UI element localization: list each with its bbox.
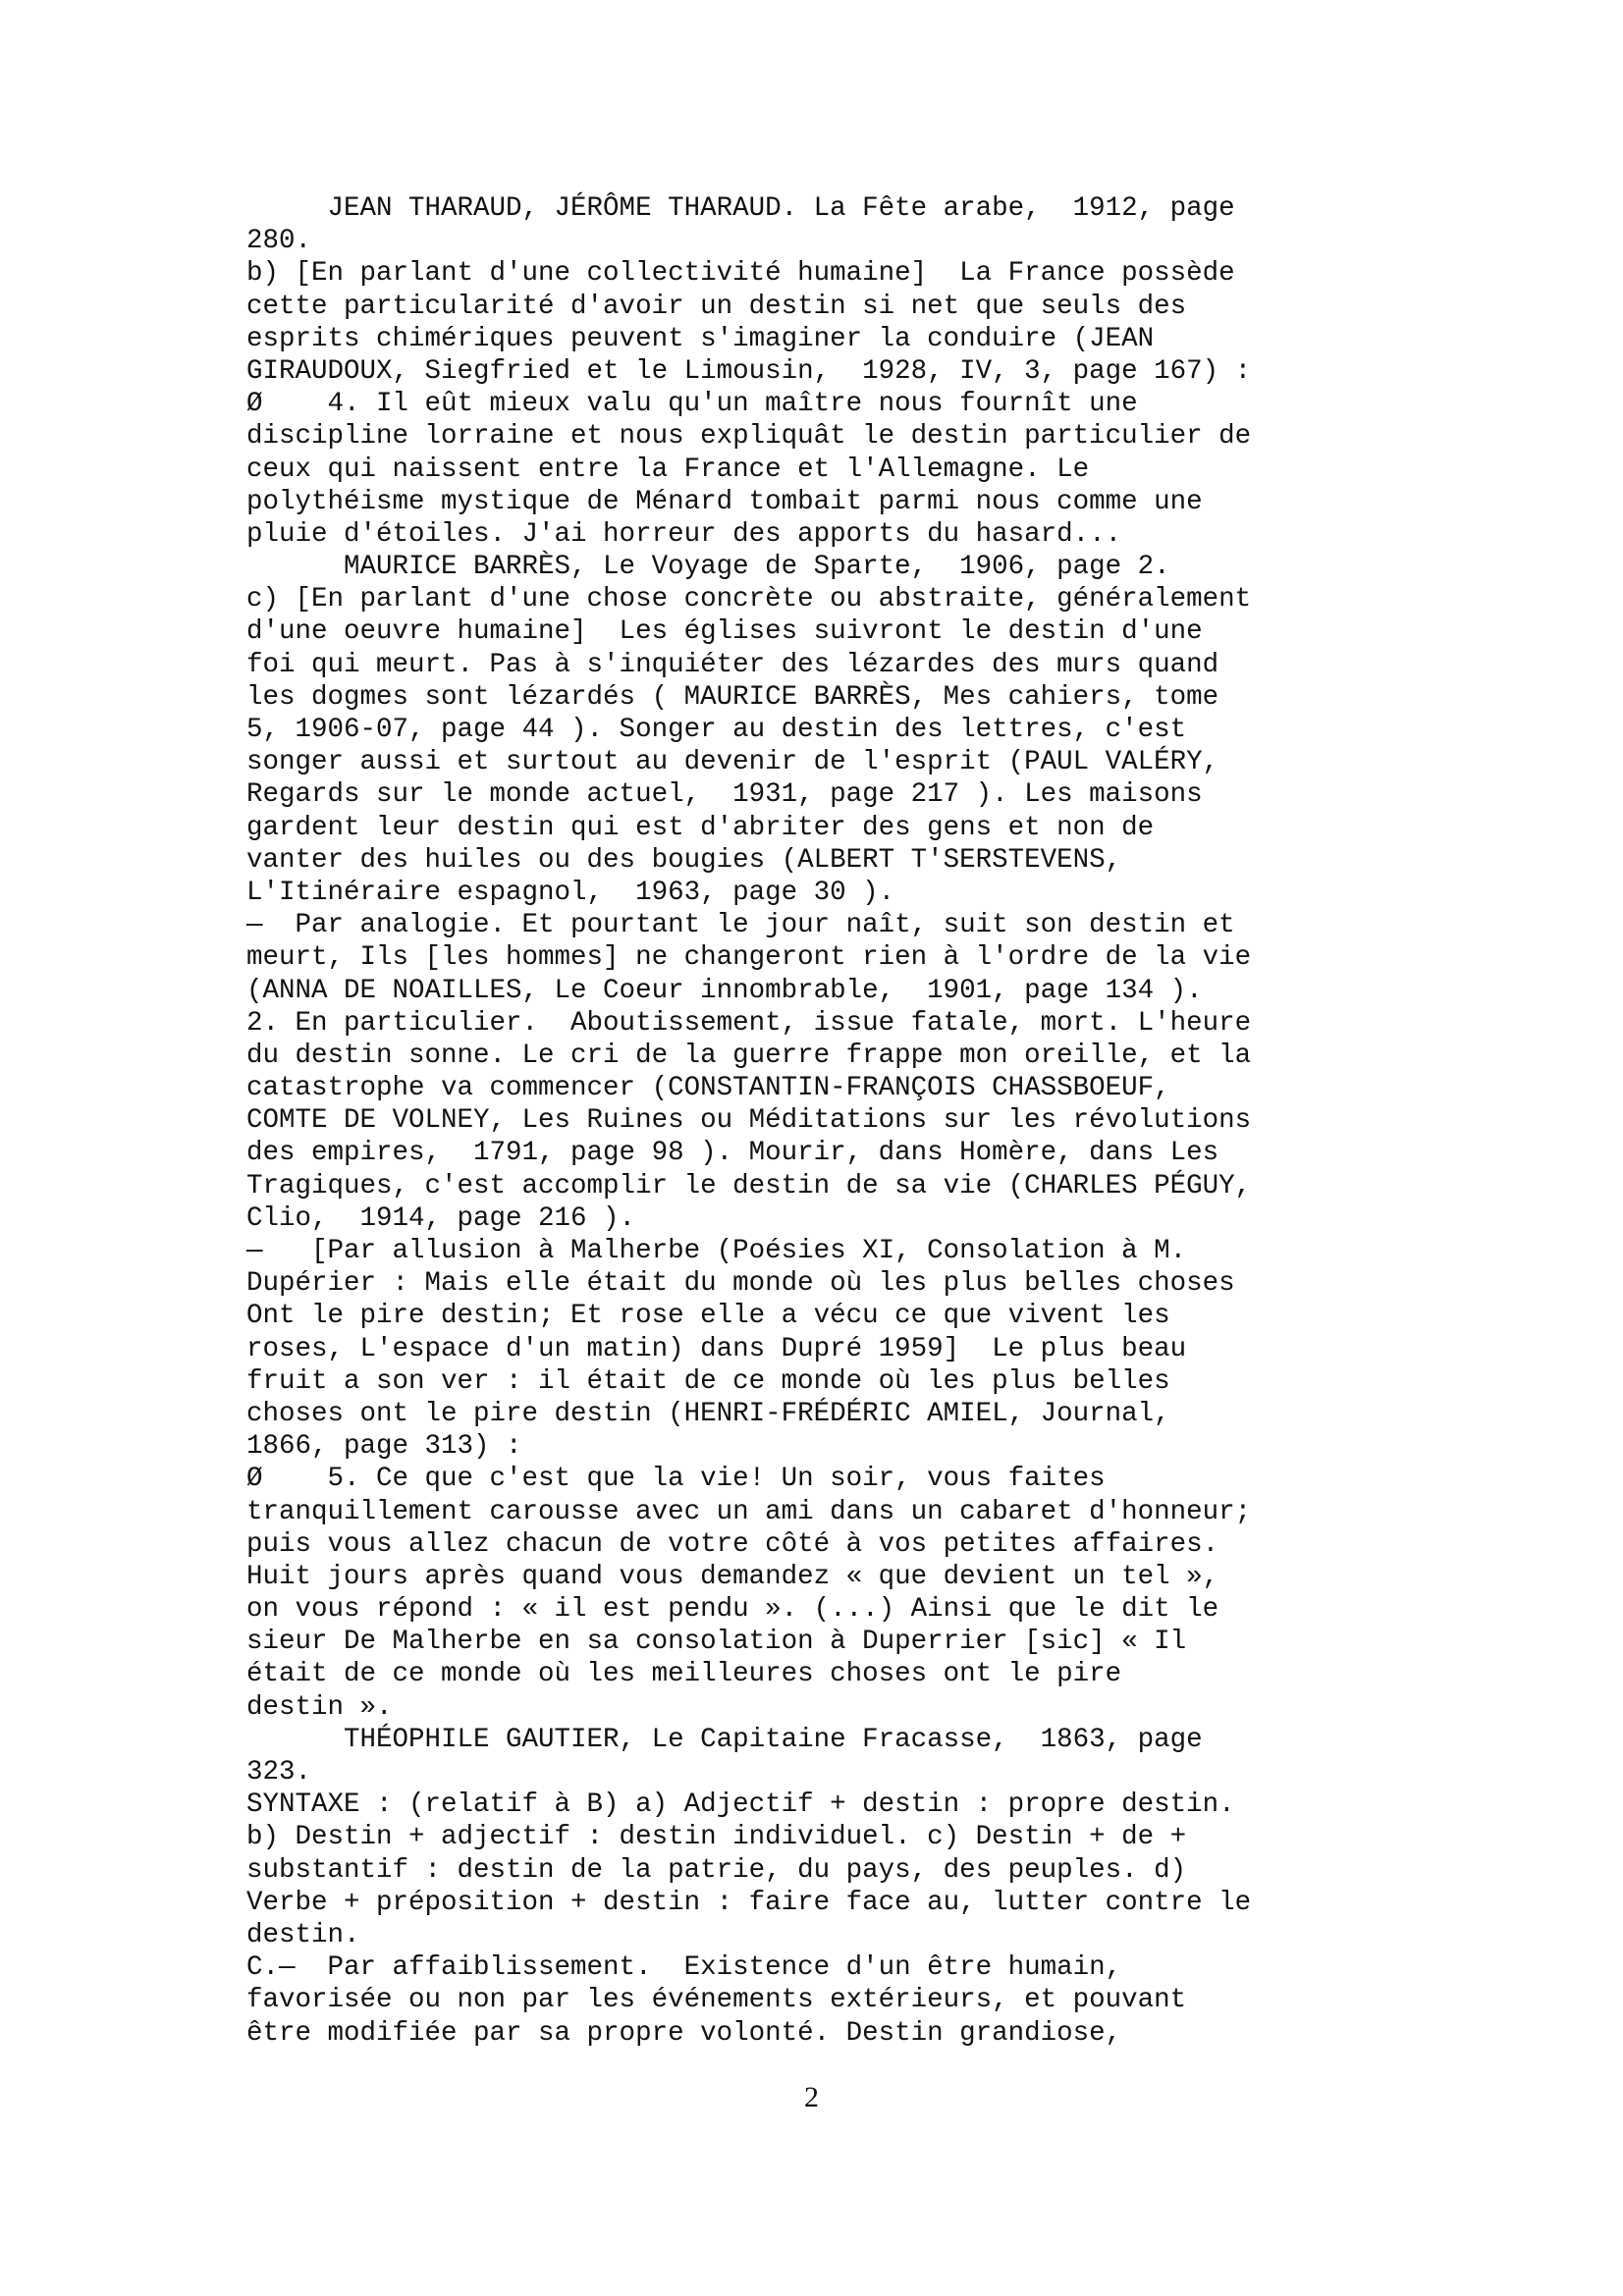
text-line: vanter des huiles ou des bougies (ALBERT T'SERSTEVENS,: [246, 844, 1122, 876]
text-line: polythéisme mystique de Ménard tombait parmi nous comme une: [246, 486, 1203, 517]
text-line: JEAN THARAUD, JÉRÔME THARAUD. La Fête arabe, 1912, page: [246, 193, 1235, 224]
text-line: C.— Par affaiblissement. Existence d'un être humain,: [246, 1952, 1122, 1984]
text-line: L'Itinéraire espagnol, 1963, page 30 ).: [246, 877, 895, 908]
text-line: gardent leur destin qui est d'abriter des gens et non de: [246, 812, 1155, 843]
text-line: destin ».: [246, 1691, 393, 1723]
text-line: fruit a son ver : il était de ce monde où les plus belles: [246, 1365, 1170, 1397]
text-line: Dupérier : Mais elle était du monde où les plus belles choses: [246, 1268, 1235, 1300]
text-line: 2. En particulier. Aboutissement, issue fatale, mort. L'heure: [246, 1007, 1252, 1039]
text-line: sieur De Malherbe en sa consolation à Duperrier [sic] « Il: [246, 1627, 1187, 1658]
text-line: — Par analogie. Et pourtant le jour naît, suit son destin et: [246, 910, 1235, 941]
page-number: 2: [804, 2081, 819, 2113]
text-line: b) Destin + adjectif : destin individuel. c) Destin + de +: [246, 1822, 1187, 1853]
text-line: tranquillement carousse avec un ami dans un cabaret d'honneur;: [246, 1496, 1252, 1527]
text-line: Tragiques, c'est accomplir le destin de sa vie (CHARLES PÉGUY,: [246, 1170, 1252, 1201]
text-line: Clio, 1914, page 216 ).: [246, 1202, 636, 1234]
text-line: b) [En parlant d'une collectivité humaine] La France possède: [246, 258, 1235, 290]
text-line: Regards sur le monde actuel, 1931, page 217 ). Les maisons: [246, 779, 1203, 811]
text-line: substantif : destin de la patrie, du pays, des peuples. d): [246, 1854, 1187, 1886]
text-line: SYNTAXE : (relatif à B) a) Adjectif + destin : propre destin.: [246, 1789, 1235, 1821]
text-line: des empires, 1791, page 98 ). Mourir, dans Homère, dans Les: [246, 1138, 1219, 1169]
text-line: songer aussi et surtout au devenir de l'esprit (PAUL VALÉRY,: [246, 747, 1219, 778]
text-line: (ANNA DE NOAILLES, Le Coeur innombrable, 1901, page 134 ).: [246, 975, 1203, 1006]
text-line: foi qui meurt. Pas à s'inquiéter des lézardes des murs quand: [246, 649, 1219, 680]
text-line: choses ont le pire destin (HENRI-FRÉDÉRIC AMIEL, Journal,: [246, 1398, 1170, 1429]
text-line: Ø 5. Ce que c'est que la vie! Un soir, vous faites: [246, 1464, 1106, 1495]
text-line: esprits chimériques peuvent s'imaginer la conduire (JEAN: [246, 323, 1155, 354]
text-line: pluie d'étoiles. J'ai horreur des apports du hasard...: [246, 518, 1122, 550]
text-line: discipline lorraine et nous expliquât le destin particulier de: [246, 421, 1252, 453]
text-line: GIRAUDOUX, Siegfried et le Limousin, 1928, IV, 3, page 167) :: [246, 355, 1252, 387]
text-line: on vous répond : « il est pendu ». (...) Ainsi que le dit le: [246, 1594, 1219, 1626]
dictionary-entry-text: [246, 192, 1385, 2050]
text-line: catastrophe va commencer (CONSTANTIN-FRANÇOIS CHASSBOEUF,: [246, 1073, 1170, 1104]
text-line: 1866, page 313) :: [246, 1431, 522, 1463]
text-line: Huit jours après quand vous demandez « que devient un tel »,: [246, 1561, 1219, 1592]
text-line: THÉOPHILE GAUTIER, Le Capitaine Fracasse, 1863, page: [246, 1724, 1203, 1755]
text-line: du destin sonne. Le cri de la guerre frappe mon oreille, et la: [246, 1040, 1252, 1071]
text-line: MAURICE BARRÈS, Le Voyage de Sparte, 1906, page 2.: [246, 552, 1170, 583]
text-line: cette particularité d'avoir un destin si net que seuls des: [246, 291, 1187, 322]
text-line: 5, 1906-07, page 44 ). Songer au destin des lettres, c'est: [246, 715, 1187, 745]
text-line: roses, L'espace d'un matin) dans Dupré 1959] Le plus beau: [246, 1333, 1187, 1364]
text-line: favorisée ou non par les événements extérieurs, et pouvant: [246, 1985, 1187, 2016]
text-line: Verbe + préposition + destin : faire face au, lutter contre le: [246, 1887, 1252, 1918]
text-line: 280.: [246, 226, 312, 257]
text-line: COMTE DE VOLNEY, Les Ruines ou Méditations sur les révolutions: [246, 1105, 1252, 1137]
text-line: — [Par allusion à Malherbe (Poésies XI, Consolation à M.: [246, 1236, 1187, 1266]
text-line: destin.: [246, 1919, 360, 1950]
text-line: était de ce monde où les meilleures choses ont le pire: [246, 1659, 1122, 1690]
text-line: d'une oeuvre humaine] Les églises suivront le destin d'une: [246, 616, 1203, 648]
text-line: c) [En parlant d'une chose concrète ou abstraite, généralement: [246, 584, 1252, 615]
text-line: ceux qui naissent entre la France et l'Allemagne. Le: [246, 454, 1090, 485]
text-line: 323.: [246, 1757, 312, 1788]
text-line: les dogmes sont lézardés ( MAURICE BARRÈS, Mes cahiers, tome: [246, 681, 1219, 713]
text-line: meurt, Ils [les hommes] ne changeront rien à l'ordre de la vie: [246, 942, 1252, 974]
text-line: Ont le pire destin; Et rose elle a vécu ce que vivent les: [246, 1301, 1170, 1332]
text-line: être modifiée par sa propre volonté. Destin grandiose,: [246, 2017, 1122, 2049]
text-line: puis vous allez chacun de votre côté à vos petites affaires.: [246, 1528, 1219, 1560]
text-line: Ø 4. Il eût mieux valu qu'un maître nous fournît une: [246, 389, 1138, 420]
